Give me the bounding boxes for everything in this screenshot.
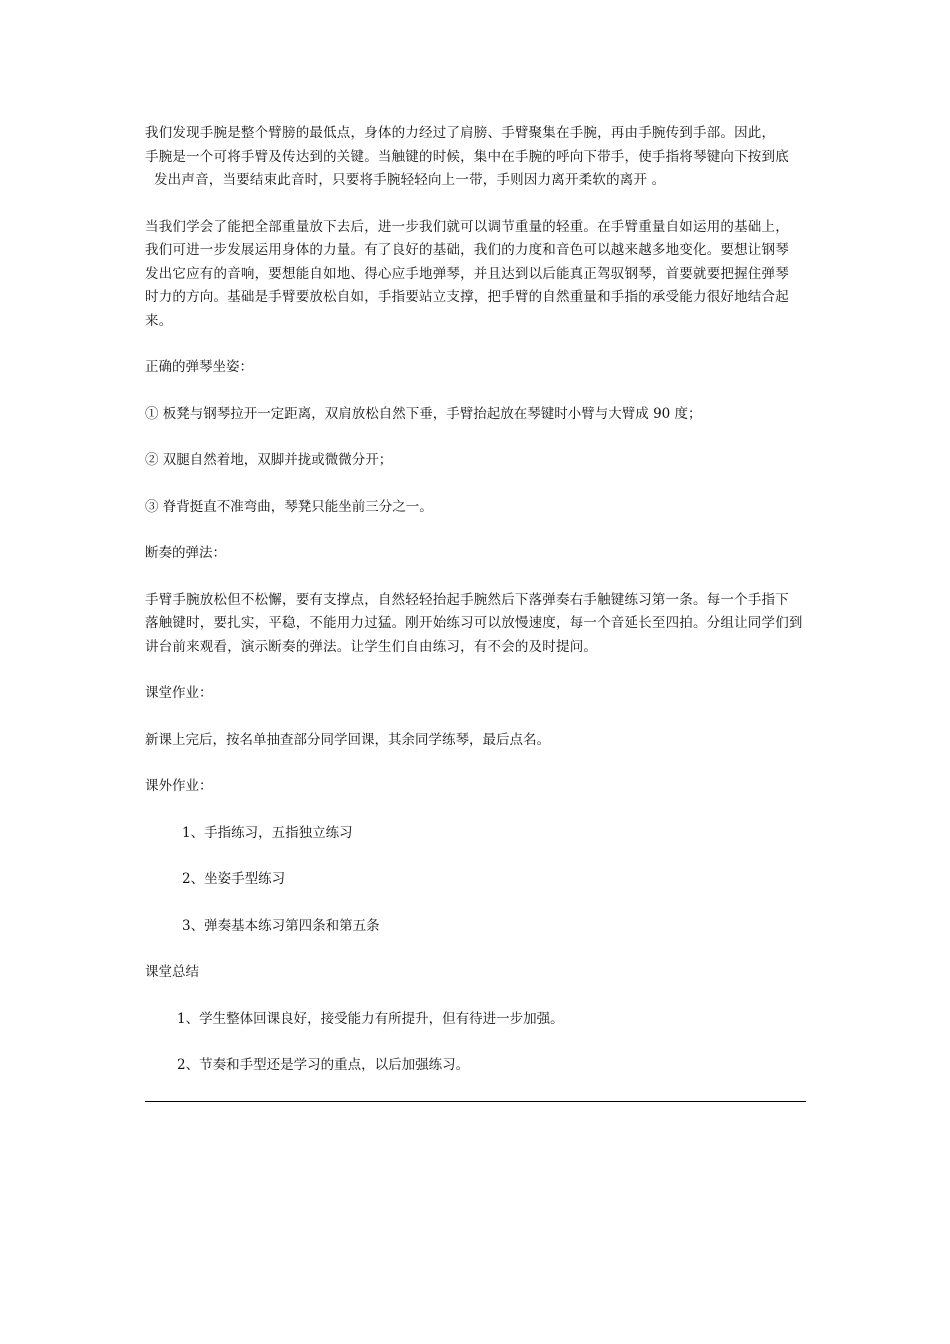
summary-item: 2、节奏和手型还是学习的重点，以后加强练习。 [177, 1057, 470, 1073]
text-line: 发出它应有的音响，要想能自如地、得心应手地弹琴，并且达到以后能真正驾驭钢琴，首要就要把握住弹琴 [145, 265, 789, 282]
staccato-heading: 断奏的弹法： [145, 545, 226, 561]
summary-heading: 课堂总结 [145, 964, 199, 980]
posture-item: ③ 脊背挺直不准弯曲，琴凳只能坐前三分之一。 [145, 498, 433, 515]
summary-item: 1、学生整体回课良好，接受能力有所提升，但有待进一步加强。 [177, 1010, 564, 1027]
paragraph-staccato [145, 589, 807, 660]
text-line: 落触键时，要扎实，平稳，不能用力过猛。刚开始练习可以放慢速度，每一个音延长至四拍。分组让同学们到 [145, 615, 803, 631]
text-line: 手臂手腕放松但不松懈，要有支撑点，自然轻轻抬起手腕然后下落弹奏右手触键练习第一条。每一个手指下 [145, 591, 789, 608]
paragraph-weight [145, 216, 807, 334]
classwork-heading: 课堂作业： [145, 685, 213, 701]
text-line: 来。 [145, 312, 173, 329]
homework-item: 2、坐姿手型练习 [182, 871, 286, 887]
text-line: 我们发现手腕是整个臂膀的最低点，身体的力经过了肩膀、手臂聚集在手腕，再由手腕传到手部。因此， [145, 125, 776, 141]
text-line: 发出声音，当要结束此音时，只要将手腕轻轻向上一带，手则因力离开柔软的离开 。 [145, 172, 666, 188]
homework-item: 1、手指练习，五指独立练习 [182, 824, 353, 841]
text-line: 当我们学会了能把全部重量放下去后，进一步我们就可以调节重量的轻重。在手臂重量自如运用的基础上， [145, 218, 789, 235]
document-body [145, 122, 807, 1078]
bottom-rule [145, 1101, 806, 1102]
text-line: 时力的方向。基础是手臂要放松自如，手指要站立支撑，把手臂的自然重量和手指的承受能力很好地结合起 [145, 289, 789, 305]
text-line: 我们可进一步发展运用身体的力量。有了良好的基础，我们的力度和音色可以越来越多地变化。要想让钢琴 [145, 242, 789, 258]
text-line: 手腕是一个可将手臂及传达到的关键。当触键的时候，集中在手腕的呼向下带手，使手指将琴键向下按到底 [145, 148, 789, 165]
posture-heading: 正确的弹琴坐姿： [145, 359, 253, 375]
homework-item: 3、弹奏基本练习第四条和第五条 [182, 917, 380, 934]
text-line: 讲台前来观看，演示断奏的弹法。让学生们自由练习，有不会的及时提问。 [145, 638, 598, 655]
posture-item: ① 板凳与钢琴拉开一定距离，双肩放松自然下垂，手臂抬起放在琴键时小臂与大臂成 90 度； [145, 405, 702, 422]
homework-heading: 课外作业： [145, 778, 213, 794]
posture-item: ② 双腿自然着地，双脚并拢或微微分开； [145, 452, 393, 468]
classwork-text: 新课上完后，按名单抽查部分同学回课，其余同学练琴，最后点名。 [145, 731, 550, 748]
paragraph-wrist [145, 122, 807, 193]
